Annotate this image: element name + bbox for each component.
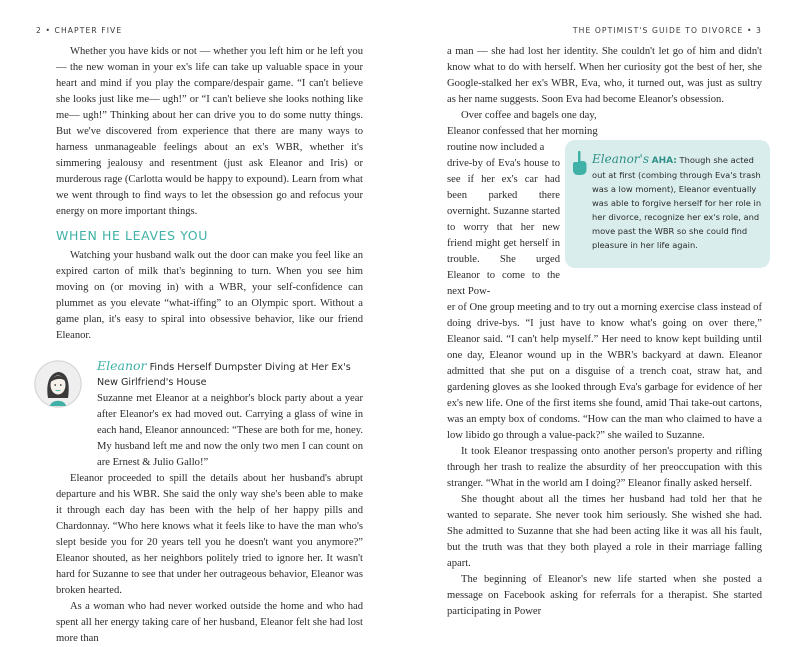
left-page: [0, 0, 400, 644]
pointing-hand-icon: [571, 150, 589, 176]
left-running-head: 2 • CHAPTER FIVE: [36, 26, 123, 35]
story-paragraph: Suzanne met Eleanor at a neighbor's block party about a year after Eleanor's ex had moved out. Carrying a glass of wine in each hand, Eleanor announced: “These are both for me, honey. My husband left me and now the only two men I can count on are Ernest & Julio Gallo!”: [97, 393, 363, 468]
right-text-column: [447, 44, 762, 620]
aha-label: AHA:: [651, 156, 677, 166]
right-paragraph-5: The beginning of Eleanor's new life started when she posted a message on Facebook asking for referrals for a therapist. She started participating in Power: [447, 574, 762, 617]
aha-name: Eleanor's: [592, 152, 649, 166]
right-paragraph-2-rest: er of One group meeting and to try out a morning exercise class instead of doing drive-bys. “I just have to know what's going on over there,” Eleanor said. “I can't help myself.” Her need to know kept building until one day, Eleanor wound up in the WBR's backyard at dawn. Eleanor admitted that she put on a disguise of a trench coat, straw hat, and gardening gloves as she looked through Eva's garbage for evidence of her ex's new life. One of the first items she found, amid Thai take-out cartons, was an empty box of condoms. “How can the man who claimed to have a low libido go through a value-pack?” she wailed to Suzanne.: [447, 302, 762, 441]
aha-callout-box: [565, 140, 770, 268]
right-paragraph-3: It took Eleanor trespassing onto another person's property and rifling through her trash to realize the absurdity of her preoccupation with this stranger. “What in the world am I doing?” Eleanor finally asked herself.: [447, 446, 762, 489]
intro-paragraph: Whether you have kids or not — whether you left him or he left you — the new woman in your ex's life can take up valuable space in your heart and mind if you play the compare/despair game. “I can't believe she looks just like me— ugh!” or “I can't believe she looks nothing like me— ugh!” Thinking about her can drive you to do some nutty things. But we've discovered from experience that there are many ways to harness unmanageable feelings about an ex's WBR, whether it's simmering jealousy and resentment (just ask Eleanor and Iris) or murderous rage (Carlotta would be happy to expound). Learn from what we went through to find ways to let the obsession go and refocus your energy on more important things.: [56, 46, 363, 217]
profile-block: [56, 358, 363, 647]
woman-portrait-icon: [34, 360, 82, 408]
profile-body: [56, 391, 363, 647]
section-heading: WHEN HE LEAVES YOU: [56, 228, 208, 243]
right-paragraph-1: a man — she had lost her identity. She couldn't let go of him and didn't know what to do with herself. When her curiosity got the best of her, she Google-stalked her ex's WBR, Eva, who, it turned out, was just as sultry as her name suggests. Soon Eva had become Eleanor's obsession.: [447, 46, 762, 105]
profile-title-rest: Finds Herself Dumpster Diving at Her Ex's New Girlfriend's House: [97, 362, 351, 388]
aha-body: Though she acted out at first (combing through Eva's trash was a low moment), Eleanor eventually was able to forgive herself for her role in her divorce, recognize her ex's role, and move past the WBR so she could find pleasure in her life again.: [592, 155, 762, 250]
story-paragraph: Eleanor proceeded to spill the details about her husband's abrupt departure and his WBR. She said the only way she's been able to make it through each day has been with the help of her happy pills and Chardonnay. “Who here knows what it feels like to have the man who's slept beside you for 20 years tell you he doesn't want you anymore?” Eleanor shouted, as her neighbors politely tried to ignore her. It wasn't hard for Suzanne to see that under her outrageous behavior, Eleanor was broken hearted.: [56, 473, 363, 596]
profile-name: Eleanor: [97, 358, 147, 373]
right-paragraph-2-lead: Over coffee and bagels one day, Eleanor confessed that her morning routine now included a: [447, 110, 598, 153]
right-running-head: THE OPTIMIST'S GUIDE TO DIVORCE • 3: [572, 26, 762, 35]
profile-title: [97, 358, 363, 390]
left-text-column: [56, 44, 363, 647]
section-paragraph: Watching your husband walk out the door can make you feel like an expired carton of milk that's beginning to turn. When you see him moving on (or moving in) with a WBR, your self-confidence can plummet as you elevate “what-iffing” to an Olympic sport. Without a game plan, it's easy to spiral into obsessive behavior, like our friend Eleanor.: [56, 250, 363, 341]
right-paragraph-2-narrow: drive-by of Eva's house to see if her ex's car had been parked there overnight. Suzanne started to worry that her new friend might get herself in trouble. She urged Eleanor to come to the next Pow-: [447, 158, 560, 297]
aha-text: [592, 152, 764, 252]
story-paragraph: As a woman who had never worked outside the home and who had spent all her energy taking care of her husband, Eleanor felt she had lost more than: [56, 601, 363, 644]
right-paragraph-4: She thought about all the times her husband had told her that he wanted to separate. She never took him seriously. She wished she had. She admitted to Suzanne that she had been acting like it was all his fault, but the truth was that they both played a role in their marriage falling apart.: [447, 494, 762, 569]
